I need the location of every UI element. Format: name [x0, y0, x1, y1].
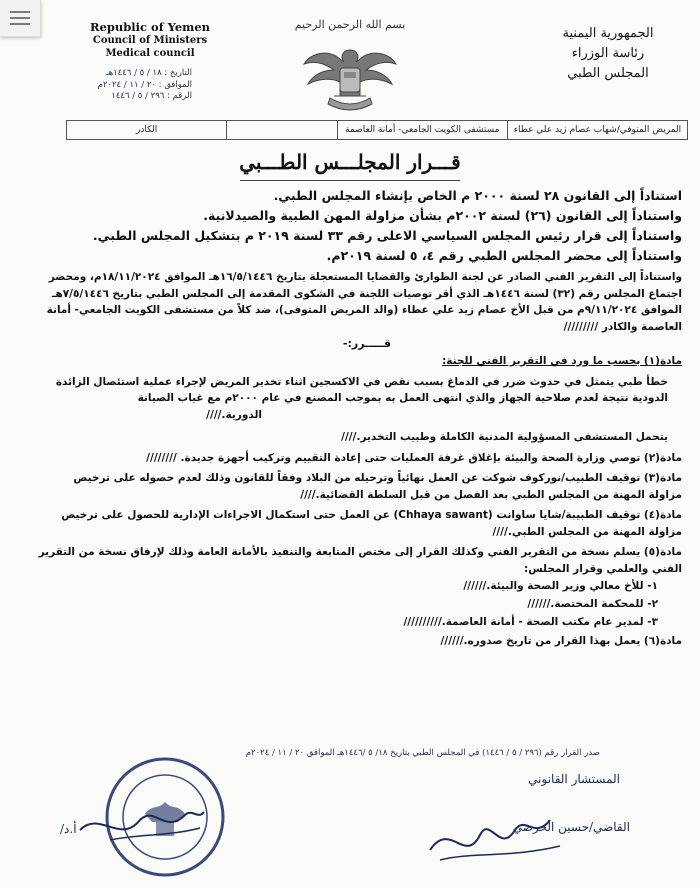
legal-advisor-name: القاضي/حسين الحرضي: [512, 820, 630, 834]
header-en-council: Council of Ministers: [92, 35, 208, 46]
case-info-bar: [66, 120, 688, 140]
article-6: مادة(٦) يعمل بهذا القرار من تاريخ صدوره.//////: [440, 635, 682, 647]
heading-line: واستناداً إلى قرار رئيس المجلس السياسي الاعلى رقم ٣٣ لسنة ٢٠١٩ م بتشكيل المجلس الطبي.: [92, 228, 682, 243]
basmala: بسم الله الرحمن الرحيم: [294, 18, 406, 31]
report-line: واستناداً إلى التقرير الفني الصادر عن لجنة الطوارئ والقضايا المستعجلة بتاريخ ١٦/٥/١٤٤٦هـ الموافق ١٨/١١/٢٠٢٤م، ومحضر: [48, 271, 682, 283]
header-en-medical: Medical council: [105, 48, 195, 59]
recipient-item: ٣- لمدير عام مكتب الصحة - أمانة العاصمة.//////////: [403, 616, 658, 628]
header-english: [70, 20, 230, 60]
legal-advisor-title: المستشار القانوني: [528, 772, 620, 786]
date-hijri-value: ١٨ / ٥ / ١٤٤٦هـ: [106, 68, 162, 78]
recipient-item: ٢- للمحكمة المختصة.//////: [527, 598, 658, 610]
date-hijri-label: التاريخ :: [164, 68, 192, 78]
report-line: العاصمة والكادر /////////: [563, 320, 682, 333]
doc-number-label: الرقم :: [167, 91, 192, 101]
heading-line: استناداً إلى القانون ٢٨ لسنة ٢٠٠٠ م الخاص بإنشاء المجلس الطبي.: [273, 188, 682, 203]
document-meta: [72, 68, 192, 103]
report-line: اجتماع المجلس رقم (٣٢) لسنة ١٤٤٦هـ الذي أقر توصيات اللجنة في الشكوى المقدمة إلى المجلس الطبي بتاريخ ٧/٥/١٤٤٦هـ: [51, 287, 682, 300]
header-ar-council: المجلس الطبي: [567, 66, 649, 81]
date-gregorian-value: ٢٠ / ١١ / ٢٠٢٤م: [97, 79, 156, 90]
signatory-signature: [70, 790, 210, 860]
header-arabic: [538, 24, 678, 84]
article-3-line: مزاولة المهنة من المجلس الطبي بعد الفصل من قبل السلطة القضائية.////: [300, 488, 682, 501]
info-hospital: مستشفى الكويت الجامعي- أمانة العاصمة: [337, 121, 507, 139]
menu-icon[interactable]: [0, 0, 41, 37]
article-4-line: مادة(٤) توقيف الطبيبة/شايا ساوانت (Chhaya sawant) عن العمل حتى استكمال الاجراءات الإدارية للحصول على ترخيص: [61, 509, 682, 521]
header-en-country: Republic of Yemen: [89, 20, 211, 34]
article-1-bullet: الدورية.////: [206, 408, 262, 421]
decision-title: قـــرار المجلـــس الطـــبي: [239, 150, 461, 174]
article-1-title: مادة(١) بحسب ما ورد في التقرير الفني للجنة:: [442, 355, 682, 367]
heading-line: واستناداً إلى محضر المجلس الطبي رقم ٤، ٥ لسنة ٢٠١٩م.: [326, 248, 682, 263]
article-1-bullet: الدودية نتيجة لعدم صلاحية الجهاز والذي انتهى العمل به بموجب المصنع في عام ٢٠٠٠م مع غياب الصيانة: [137, 392, 668, 404]
report-line: الموافق ٩/١١/٢٠٢٤م من قبل الأخ عصام زيد علي عطاء (والد المريض المتوفى)، ضد كلاً من مستشفى الكويت الجامعي- أمانة: [46, 304, 682, 316]
article-1-liability: يتحمل المستشفى المسؤولية المدنية الكاملة وطبيب التخدير.////: [341, 431, 668, 443]
article-4-line: مزاولة المهنة من المجلس الطبي.////: [492, 525, 682, 538]
date-gregorian-label: الموافق :: [158, 79, 192, 90]
article-2: مادة(٢) توصي وزارة الصحة والبيئة بإغلاق غرفة العمليات حتى إعادة التقييم وتركيب أجهزة جديدة. ////////: [146, 451, 682, 464]
article-5-line: مادة(٥) يسلم نسخة من التقرير الفني وكذلك القرار إلى مختص المتابعة والتنفيذ بالأمانة العامة وذلك لإرفاق نسخة من التقرير: [38, 546, 682, 558]
decision-reference: صدر القرار رقم (٢٩٦ / ٥ / ١٤٤٦) في المجلس الطبي بتاريخ ١٨/ ٥ /١٤٤٦هـ الموافق ٢٠ / ١١ / ٢٠٢٤م: [245, 748, 600, 758]
heading-line: واستناداً إلى القانون (٢٦) لسنة ٢٠٠٢م بشأن مزاولة المهن الطبية والصيدلانية.: [203, 208, 682, 223]
signatory-prefix: أ.د/: [60, 822, 77, 836]
recipient-item: ١- للأخ معالي وزير الصحة والبيئة.//////: [463, 580, 658, 592]
article-3-line: مادة(٣) توقيف الطبيب/نوركوف شوكت عن العمل نهائياً وترحيله من البلاد وفقاً للقانون وذلك لعدم حصوله على ترخيص: [73, 472, 682, 484]
decision-body: [38, 186, 682, 650]
title-underline: [240, 180, 460, 181]
yemen-eagle-emblem-icon: [300, 40, 400, 118]
info-patient: المريض المتوفي/شهاب عصام زيد علي عطاء: [507, 121, 687, 139]
article-1-bullet: خطأ طبي يتمثل في حدوث ضرر في الدماغ بسبب نقص في الاكسجين اثناء تخدير المريض لإجراء عملية استئصال الزائدة: [55, 375, 668, 388]
info-empty: [226, 121, 336, 139]
header-ar-ministers: رئاسة الوزراء: [571, 46, 645, 61]
doc-number-value: ٢٩٦ / ٥ / ١٤٤٦: [111, 91, 165, 101]
article-5-line: الفني والعلمي وقرار المجلس:: [524, 562, 682, 575]
decides-heading: قـــــرر:-: [342, 337, 392, 350]
header-ar-country: الجمهورية اليمنية: [562, 26, 654, 41]
legal-advisor-signature: [420, 780, 570, 870]
info-staff: الكادر: [135, 125, 158, 135]
